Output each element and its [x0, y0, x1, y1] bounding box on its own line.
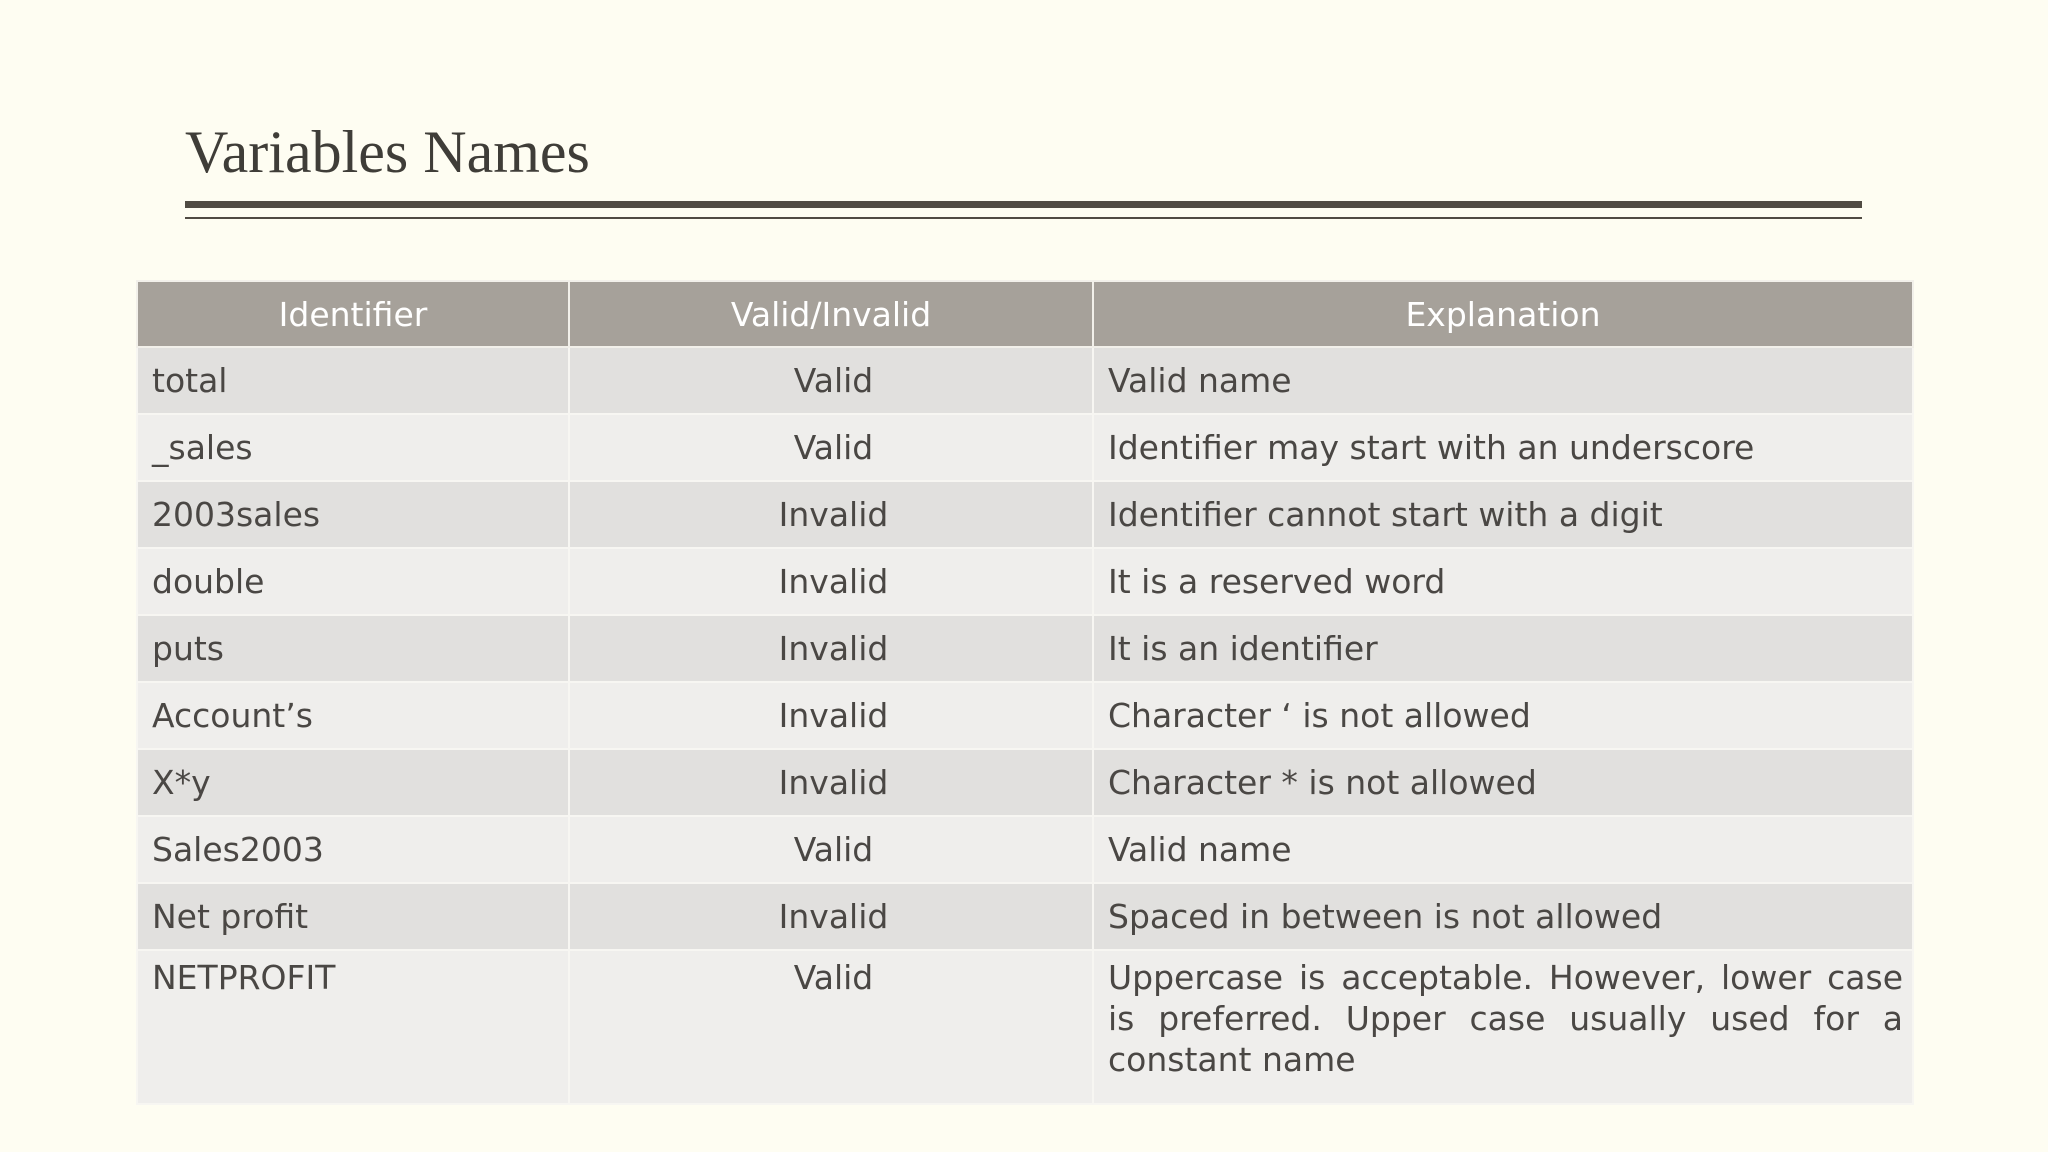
cell-validity: Invalid	[569, 682, 1093, 749]
cell-explanation: It is an identifier	[1093, 615, 1913, 682]
cell-identifier: _sales	[137, 414, 569, 481]
cell-explanation: Identifier may start with an underscore	[1093, 414, 1913, 481]
cell-validity: Valid	[569, 950, 1093, 1104]
cell-validity: Valid	[569, 816, 1093, 883]
cell-identifier: total	[137, 347, 569, 414]
table-row	[137, 414, 1913, 481]
cell-identifier: Sales2003	[137, 816, 569, 883]
table-row	[137, 682, 1913, 749]
cell-validity: Invalid	[569, 548, 1093, 615]
cell-explanation: Valid name	[1093, 816, 1913, 883]
cell-identifier: Account’s	[137, 682, 569, 749]
table-row	[137, 749, 1913, 816]
cell-validity: Invalid	[569, 615, 1093, 682]
cell-explanation: Character * is not allowed	[1093, 749, 1913, 816]
cell-validity: Valid	[569, 414, 1093, 481]
header-identifier: Identifier	[137, 281, 569, 347]
cell-explanation: Uppercase is acceptable. However, lower case is preferred. Upper case usually used for a constant name	[1093, 950, 1913, 1104]
cell-identifier: NETPROFIT	[137, 950, 569, 1104]
cell-validity: Invalid	[569, 883, 1093, 950]
cell-validity: Valid	[569, 347, 1093, 414]
cell-explanation: It is a reserved word	[1093, 548, 1913, 615]
cell-identifier: X*y	[137, 749, 569, 816]
table-row	[137, 950, 1913, 1104]
slide-title: Variables Names	[185, 119, 590, 185]
cell-validity: Invalid	[569, 749, 1093, 816]
table-row	[137, 481, 1913, 548]
identifier-table	[136, 280, 1914, 1105]
header-explanation: Explanation	[1093, 281, 1913, 347]
table-row	[137, 816, 1913, 883]
cell-explanation: Spaced in between is not allowed	[1093, 883, 1913, 950]
title-underline-thin	[185, 217, 1862, 219]
cell-explanation: Valid name	[1093, 347, 1913, 414]
table-header-row	[137, 281, 1913, 347]
table-row	[137, 347, 1913, 414]
cell-identifier: double	[137, 548, 569, 615]
cell-validity: Invalid	[569, 481, 1093, 548]
cell-identifier: 2003sales	[137, 481, 569, 548]
cell-explanation: Identifier cannot start with a digit	[1093, 481, 1913, 548]
table-row	[137, 615, 1913, 682]
table-row	[137, 883, 1913, 950]
cell-explanation: Character ‘ is not allowed	[1093, 682, 1913, 749]
cell-identifier: Net profit	[137, 883, 569, 950]
title-underline-thick	[185, 201, 1862, 208]
header-valid-invalid: Valid/Invalid	[569, 281, 1093, 347]
cell-identifier: puts	[137, 615, 569, 682]
table-row	[137, 548, 1913, 615]
